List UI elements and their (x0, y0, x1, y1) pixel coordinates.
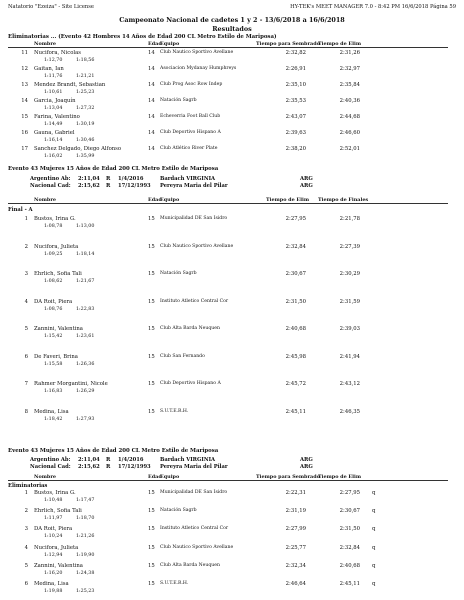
record-date: 1/4/2016 (118, 176, 144, 182)
age: 15 (148, 243, 155, 250)
col-team: Equipo (160, 474, 180, 480)
record-row (0, 183, 464, 191)
result-row (0, 526, 464, 542)
divider (8, 480, 448, 481)
col-final: Tiempo de Elim (318, 41, 362, 47)
final-time: 2:32,84 (339, 544, 360, 551)
split-time: 1:19,88 (44, 589, 63, 594)
age: 15 (148, 326, 155, 332)
result-row (0, 66, 464, 82)
team-name: Club Alta Barda Neuquen (160, 562, 220, 568)
record-time: 2:11,04 (78, 457, 100, 463)
place: 5 (24, 562, 28, 569)
split-time: 1:17,47 (76, 498, 95, 503)
split-time: 1:18,70 (76, 516, 95, 522)
col-team: Equipo (160, 197, 180, 203)
team-name: Natación Sagrb (160, 508, 197, 514)
place: 6 (24, 353, 28, 360)
record-flag: R (106, 176, 111, 182)
team-name: Club Prog Asoc Row Indep (160, 82, 223, 87)
swimmer-name: DA Roit, Piera (34, 298, 73, 305)
swimmer-name: Nucifora, Nicolas (34, 50, 81, 56)
split-time: 1:18,42 (44, 416, 63, 422)
swimmer-name: Bustos, Irina G. (34, 216, 76, 222)
place: 3 (24, 526, 28, 533)
final-time: 2:32,97 (339, 66, 360, 72)
swimmer-name: Nucifora, Julieta (34, 544, 79, 551)
col-seed: Tiempo de Elim (266, 197, 310, 203)
seed-time: 2:35,53 (285, 98, 306, 104)
final-time: 2:31,50 (339, 526, 360, 533)
result-row (0, 326, 464, 342)
record-holder: Pereyra Maria del Pilar (160, 183, 228, 189)
qualifier-mark: q (372, 508, 376, 515)
qualifier-mark: q (372, 581, 376, 587)
seed-time: 2:30,67 (285, 271, 306, 277)
seed-time: 2:43,07 (285, 114, 306, 120)
split-time: 1:35,99 (76, 154, 95, 159)
seed-time: 2:32,82 (285, 50, 306, 56)
split-time: 1:11,76 (44, 74, 63, 79)
result-row (0, 563, 464, 579)
place: 5 (24, 326, 28, 332)
record-holder: Pereyra Maria del Pilar (160, 464, 228, 470)
swimmer-name: Ehrlich, Sofia Tali (34, 271, 82, 277)
col-final: Tiempo de Finales (318, 197, 369, 203)
team-name: Club Alta Barda Neuquen (160, 326, 220, 331)
swimmer-name: Rahmer Morgantini, Nicole (34, 381, 108, 387)
seed-time: 2:40,68 (285, 326, 306, 332)
seed-time: 2:31,19 (285, 508, 306, 515)
seed-time: 2:22,31 (285, 490, 306, 496)
seed-time: 2:45,72 (285, 381, 306, 387)
final-time: 2:43,12 (339, 381, 360, 387)
split-time: 1:13,00 (76, 224, 95, 229)
swimmer-name: Gauna, Gabriel (34, 130, 75, 136)
seed-time: 2:31,50 (285, 298, 306, 305)
team-name: Instituto Atletico Central Cor (160, 298, 229, 304)
record-label: Argentino Ab: (30, 176, 71, 182)
swimmer-name: Ehrlich, Sofia Tali (34, 508, 82, 515)
seed-time: 2:32,84 (285, 243, 306, 250)
age: 15 (148, 353, 155, 360)
record-holder: Bardach VIRGINIA (160, 457, 216, 463)
col-age: Edad (148, 474, 162, 480)
result-row (0, 581, 464, 597)
split-time: 1:21,21 (76, 74, 95, 79)
team-name: Municipalidad DE San Isidro (160, 216, 228, 221)
swimmer-name: Gaitan, Ian (34, 66, 64, 72)
place: 4 (24, 298, 28, 305)
result-row (0, 98, 464, 114)
col-name: Nombre (34, 197, 57, 203)
team-name: Club Deportivo Hispano A (160, 381, 221, 386)
split-time: 1:18,56 (76, 58, 95, 63)
record-label: Nacional Cad: (30, 464, 71, 470)
final-time: 2:44,68 (339, 114, 360, 120)
swimmer-name: Sanchez Delgado, Diego Alfonso (34, 146, 122, 152)
qualifier-mark: q (372, 490, 376, 496)
result-row (0, 490, 464, 506)
swimmer-name: Mendez Brandt, Sebastian (34, 82, 106, 88)
col-team: Equipo (160, 41, 180, 47)
result-row (0, 114, 464, 130)
final-time: 2:31,59 (339, 298, 360, 305)
seed-time: 2:27,95 (285, 216, 306, 222)
qualifier-mark: q (372, 544, 376, 551)
swimmer-name: Medina, Lisa (34, 408, 69, 415)
swimmer-name: DA Roit, Piera (34, 526, 73, 533)
place: 2 (24, 243, 28, 250)
split-time: 1:13,04 (44, 106, 63, 111)
final-time: 2:30,67 (339, 508, 360, 515)
col-age: Edad (148, 197, 162, 203)
result-row (0, 354, 464, 370)
split-time: 1:14,49 (44, 122, 63, 127)
swimmer-name: De Faveri, Brina (34, 353, 78, 360)
split-time: 1:16,83 (44, 389, 63, 394)
record-flag: R (106, 183, 111, 189)
record-label: Argentino Ab: (30, 457, 71, 463)
age: 15 (148, 271, 155, 277)
seed-time: 2:38,20 (285, 146, 306, 152)
team-name: Natación Sagrb (160, 271, 197, 276)
final-a-label: Final - A (8, 207, 33, 213)
age: 15 (148, 490, 155, 496)
split-time: 1:08,62 (44, 279, 63, 284)
col-seed: Tiempo para Sembrado (256, 41, 320, 47)
final-time: 2:46,35 (339, 408, 360, 415)
swimmer-name: Garcia, Joaquín (34, 98, 76, 104)
team-name: Club Atlético River Plate (160, 146, 218, 151)
place: 14 (21, 98, 28, 104)
event43a-title: Evento 43 Mujeres 15 Años de Edad 200 CL Metro Estilo de Mariposa (8, 166, 219, 172)
place: 8 (24, 408, 28, 415)
team-name: S.U.T.E.R.H. (160, 408, 189, 414)
final-time: 2:41,94 (339, 353, 360, 360)
record-time: 2:15,62 (78, 183, 100, 189)
record-date: 1/4/2016 (118, 457, 144, 463)
site-license-header: Natatorio "Ezeiza" - Site License (8, 4, 94, 10)
result-row (0, 130, 464, 146)
seed-time: 2:26,91 (285, 66, 306, 72)
result-row (0, 381, 464, 397)
split-time: 1:30,19 (76, 122, 95, 127)
split-time: 1:26,29 (76, 389, 95, 394)
result-row (0, 409, 464, 425)
record-flag: R (106, 457, 111, 463)
team-name: Echeverria Foot Ball Club (160, 114, 221, 119)
place: 11 (21, 50, 28, 56)
split-time: 1:16,20 (44, 570, 63, 576)
results-subtitle: Resultados (212, 25, 252, 33)
seed-time: 2:27,99 (285, 526, 306, 533)
divider (8, 203, 448, 204)
record-time: 2:11,04 (78, 176, 100, 182)
swimmer-name: Bustos, Irina G. (34, 490, 76, 496)
meet-title: Campeonato Nacional de cadetes 1 y 2 - 13/6/2018 a 16/6/2018 (119, 16, 345, 24)
place: 3 (24, 271, 28, 277)
split-time: 1:10,48 (44, 498, 63, 503)
seed-time: 2:39,63 (285, 130, 306, 136)
final-time: 2:46,60 (339, 130, 360, 136)
final-time: 2:27,39 (339, 243, 360, 250)
split-time: 1:09,25 (44, 251, 63, 257)
divider (8, 47, 448, 48)
seed-time: 2:32,34 (285, 562, 306, 569)
record-country: ARG (300, 457, 313, 463)
team-name: Municipalidad DE San Isidro (160, 490, 228, 495)
result-row (0, 244, 464, 260)
final-time: 2:39,03 (339, 326, 360, 332)
place: 1 (24, 216, 28, 222)
swimmer-name: Medina, Lisa (34, 581, 69, 587)
split-time: 1:27,32 (76, 106, 95, 111)
col-name: Nombre (34, 41, 57, 47)
record-flag: R (106, 464, 111, 470)
team-name: S.U.T.E.R.H. (160, 581, 189, 586)
age: 15 (148, 298, 155, 305)
record-holder: Bardach VIRGINIA (160, 176, 216, 182)
split-time: 1:16,14 (44, 138, 63, 143)
final-time: 2:45,11 (339, 581, 360, 587)
result-row (0, 216, 464, 232)
final-time: 2:27,95 (339, 490, 360, 496)
record-label: Nacional Cad: (30, 183, 71, 189)
swimmer-name: Zannini, Valentina (34, 562, 83, 569)
split-time: 1:23,61 (76, 334, 95, 339)
split-time: 1:12,94 (44, 552, 63, 558)
age: 14 (148, 98, 155, 104)
place: 16 (21, 130, 28, 136)
record-time: 2:15,62 (78, 464, 100, 470)
record-date: 17/12/1993 (118, 464, 151, 470)
split-time: 1:08,76 (44, 306, 63, 312)
qualifier-mark: q (372, 526, 376, 533)
split-time: 1:24,38 (76, 570, 95, 576)
place: 6 (24, 581, 28, 587)
team-name: Club Deportivo Hispano A (160, 130, 221, 135)
age: 14 (148, 114, 155, 120)
final-time: 2:35,84 (339, 82, 360, 88)
col-name: Nombre (34, 474, 57, 480)
result-row (0, 545, 464, 561)
final-time: 2:30,29 (339, 271, 360, 277)
team-name: Instituto Atletico Central Cor (160, 526, 229, 532)
age: 15 (148, 508, 155, 515)
split-time: 1:10,61 (44, 90, 63, 95)
result-row (0, 299, 464, 315)
seed-time: 2:45,11 (285, 408, 306, 415)
split-time: 1:25,23 (76, 90, 95, 95)
elim-label: Eliminatorias (8, 483, 48, 489)
split-time: 1:12,70 (44, 58, 63, 63)
record-country: ARG (300, 183, 313, 189)
split-time: 1:21,26 (76, 534, 95, 540)
final-time: 2:40,68 (339, 562, 360, 569)
event43b-title: Evento 43 Mujeres 15 Años de Edad 200 CL Metro Estilo de Mariposa (8, 448, 219, 454)
section1-title: Eliminatorias ... (Evento 42 Hombres 14 Años de Edad 200 CL Metro Estilo de Mariposa) (8, 34, 277, 40)
team-name: Club San Fernando (160, 353, 205, 359)
team-name: Club Nautico Sportivo Avellane (160, 544, 234, 550)
result-row (0, 271, 464, 287)
place: 7 (24, 381, 28, 387)
result-row (0, 50, 464, 66)
split-time: 1:22,83 (76, 306, 95, 312)
final-time: 2:52,01 (339, 146, 360, 152)
swimmer-name: Zannini, Valentina (34, 326, 83, 332)
age: 15 (148, 562, 155, 569)
team-name: Natación Sagrb (160, 98, 197, 103)
split-time: 1:25,23 (76, 589, 95, 594)
team-name: Club Nautico Sportivo Avellane (160, 50, 234, 55)
split-time: 1:11,97 (44, 516, 63, 522)
col-final: Tiempo de Elim (318, 474, 362, 480)
seed-time: 2:46,64 (285, 581, 306, 587)
place: 17 (21, 146, 28, 152)
place: 13 (21, 82, 28, 88)
seed-time: 2:25,77 (285, 544, 306, 551)
split-time: 1:18,14 (76, 251, 95, 257)
place: 2 (24, 508, 28, 515)
qualifier-mark: q (372, 562, 376, 569)
split-time: 1:15,42 (44, 334, 63, 339)
swimmer-name: Nucifora, Julieta (34, 243, 79, 250)
age: 15 (148, 526, 155, 533)
split-time: 1:15,58 (44, 361, 63, 367)
split-time: 1:30,46 (76, 138, 95, 143)
place: 4 (24, 544, 28, 551)
age: 15 (148, 216, 155, 222)
result-row (0, 82, 464, 98)
age: 14 (148, 146, 155, 152)
team-name: Asociacion Mydanay Humphreys (160, 66, 237, 71)
col-seed: Tiempo para Sembrado (256, 474, 320, 480)
final-time: 2:21,78 (339, 216, 360, 222)
team-name: Club Nautico Sportivo Avellane (160, 243, 234, 249)
split-time: 1:08,78 (44, 224, 63, 229)
seed-time: 2:35,10 (285, 82, 306, 88)
age: 14 (148, 66, 155, 72)
record-country: ARG (300, 464, 313, 470)
meet-manager-header: HY-TEK's MEET MANAGER 7.0 - 8:42 PM 16/6/2018 Página 59 (290, 4, 456, 10)
result-row (0, 508, 464, 524)
split-time: 1:27,93 (76, 416, 95, 422)
age: 15 (148, 581, 155, 587)
age: 14 (148, 82, 155, 88)
age: 15 (148, 408, 155, 415)
place: 15 (21, 114, 28, 120)
age: 14 (148, 50, 155, 56)
split-time: 1:21,67 (76, 279, 95, 284)
swimmer-name: Farina, Valentino (34, 114, 80, 120)
split-time: 1:19,90 (76, 552, 95, 558)
record-country: ARG (300, 176, 313, 182)
split-time: 1:16,02 (44, 154, 63, 159)
col-age: Edad (148, 41, 162, 47)
final-time: 2:31,26 (339, 50, 360, 56)
split-time: 1:26,36 (76, 361, 95, 367)
place: 12 (21, 66, 28, 72)
split-time: 1:10,24 (44, 534, 63, 540)
age: 14 (148, 130, 155, 136)
final-time: 2:40,36 (339, 98, 360, 104)
result-row (0, 146, 464, 162)
record-row (0, 464, 464, 472)
age: 15 (148, 381, 155, 387)
seed-time: 2:45,98 (285, 353, 306, 360)
place: 1 (24, 490, 28, 496)
age: 15 (148, 544, 155, 551)
record-date: 17/12/1993 (118, 183, 151, 189)
